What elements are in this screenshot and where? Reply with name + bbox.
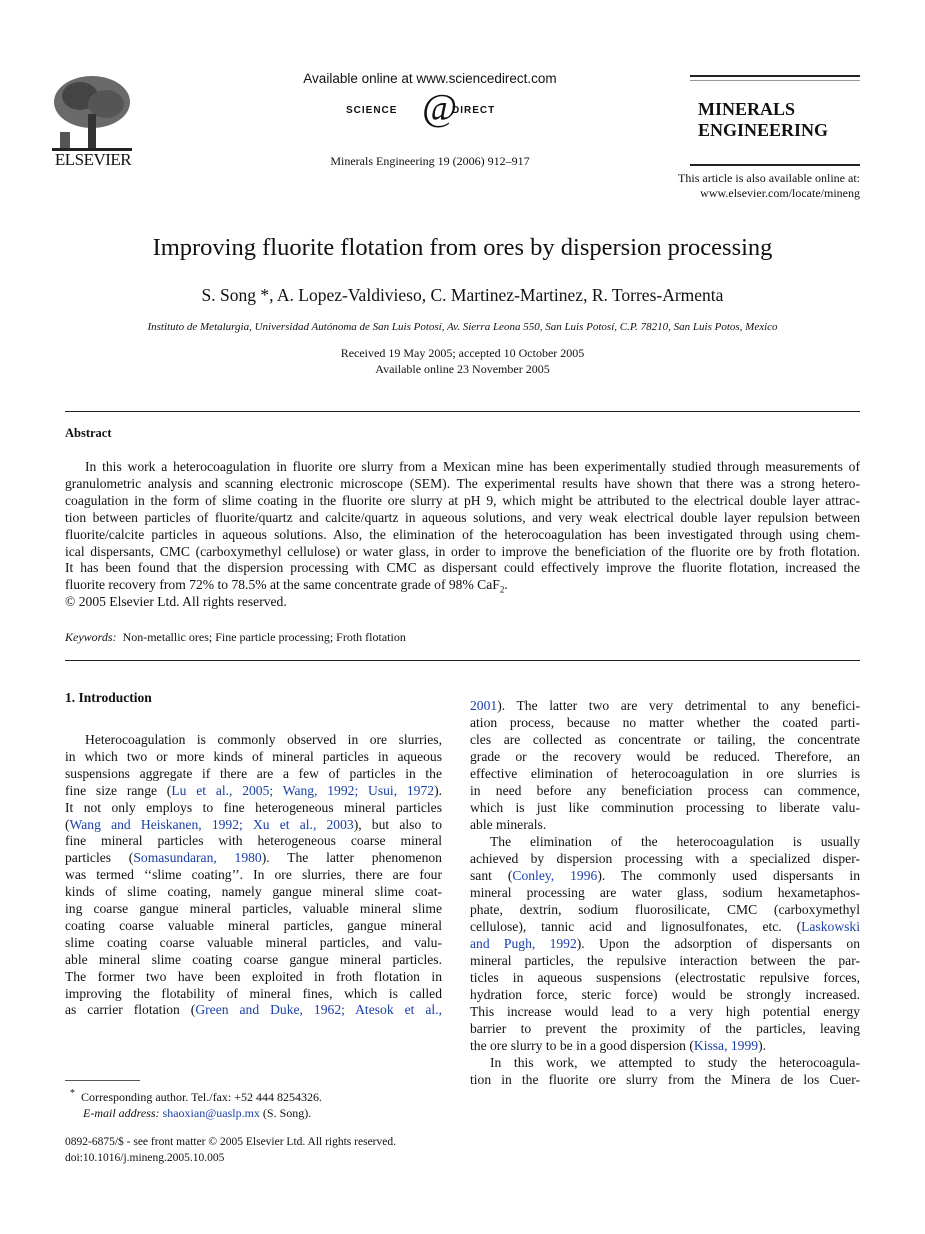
- text-segment: © 2005 Elsevier Ltd. All rights reserved.: [65, 594, 287, 610]
- text-line: [65, 458, 860, 475]
- text-segment: was termed ‘‘slime coating’’. In ore slurries, there are four: [65, 867, 442, 883]
- sd-right: DIRECT: [452, 105, 496, 116]
- text-line: [65, 492, 860, 509]
- text-segment: hydration force, steric force) would be strongly increased.: [470, 987, 860, 1002]
- footnote: [70, 1086, 322, 1121]
- text-line: [65, 576, 860, 596]
- subscript: 2: [499, 585, 505, 596]
- text-line: [470, 748, 860, 765]
- text-line: [65, 985, 442, 1002]
- text-line: [470, 799, 860, 816]
- text-segment: achieved by dispersion processing with a specialized disper-: [470, 851, 860, 866]
- at-sign-icon: @: [422, 87, 458, 129]
- journal-url-link[interactable]: www.elsevier.com/locate/mineng: [700, 186, 860, 200]
- text-line: [470, 1037, 860, 1054]
- front-matter: 0892-6875/$ - see front matter © 2005 Elsevier Ltd. All rights reserved.: [65, 1136, 396, 1148]
- affiliation: Instituto de Metalurgia, Universidad Autónoma de San Luis Potosí, Av. Sierra Leona 550, San Luis Potosí, C.P. 78210, San Luis Potos, Mexico: [147, 321, 778, 333]
- text-segment: ). The commonly used dispersants in: [597, 868, 860, 883]
- received-dates: Received 19 May 2005; accepted 10 October 2005: [340, 346, 585, 360]
- text-line: [470, 816, 860, 833]
- text-line: [470, 850, 860, 867]
- text-segment: effective elimination of heterocoagulation in ore slurries is: [470, 766, 860, 781]
- text-segment: The former two have been exploited in froth flotation in: [65, 968, 442, 984]
- text-segment: ical dispersants, CMC (carboxymethyl cellulose) or water glass, in order to improve the beneficiation of the fluorite ore by froth flotation.: [65, 543, 860, 559]
- text-line: [65, 866, 442, 883]
- text-segment: ), but also to: [353, 816, 442, 832]
- text-segment: ).: [434, 782, 442, 798]
- text-line: [470, 969, 860, 986]
- text-line: [65, 765, 442, 782]
- text-segment: in need before any beneficiation process can commence,: [470, 783, 860, 798]
- text-line: [65, 968, 442, 985]
- text-line: [65, 782, 442, 799]
- text-segment: able minerals.: [470, 817, 547, 832]
- text-line: [470, 884, 860, 901]
- elsevier-tree-logo: [50, 74, 134, 154]
- sciencedirect-logo: [310, 87, 610, 132]
- email-link[interactable]: shaoxian@uaslp.mx: [162, 1106, 260, 1120]
- text-line: [470, 952, 860, 969]
- text-line: [65, 917, 442, 934]
- citation-link[interactable]: Laskowski: [801, 919, 860, 934]
- text-segment: fluorite recovery from 72% to 78.5% at the same concentrate grade of 98% CaF: [65, 577, 500, 593]
- text-segment: suspensions aggregate if there are a few of particles in the: [65, 765, 442, 781]
- footnote-text: Corresponding author. Tel./fax: +52 444 8254326.: [81, 1090, 323, 1104]
- text-line: [65, 593, 860, 610]
- text-line: [65, 526, 860, 543]
- text-segment: The elimination of the heterocoagulation is usually: [490, 834, 860, 849]
- journal-line2: ENGINEERING: [698, 120, 829, 140]
- text-segment: mineral particles, the repulsive interaction between the par-: [470, 953, 860, 968]
- citation-link[interactable]: Conley, 1996: [512, 868, 598, 883]
- text-segment: kinds of slime coating, namely gangue mineral slime coat-: [65, 884, 442, 900]
- text-line: [470, 867, 860, 884]
- section-heading: 1. Introduction: [65, 690, 152, 705]
- text-segment: fluorite/calcite particles in aqueous solutions. Also, the elimination of the heterocoagulation has been investigated through using chem-: [65, 526, 860, 542]
- text-line: [470, 918, 860, 935]
- text-line: [470, 986, 860, 1003]
- text-line: [470, 901, 860, 918]
- text-line: [65, 900, 442, 917]
- text-segment: ). The latter two are very detrimental to any benefici-: [497, 698, 860, 713]
- text-segment: coagulation in the form of slime coating in the fluorite ore slurry at pH 9, which might be attributed to the electrical double layer attrac-: [65, 492, 860, 508]
- citation-link[interactable]: Somasundaran, 1980: [133, 850, 262, 866]
- text-segment: grade or the recovery would be reduced. Therefore, an: [470, 749, 860, 764]
- bottom-info: [65, 1134, 396, 1166]
- text-segment: fine mineral particles with heterogeneous coarse mineral: [65, 833, 442, 849]
- text-segment: cellulose), tannic acid and lignosulfonates, etc. (: [470, 919, 802, 934]
- text-segment: slime coating coarse valuable mineral particles, and valu-: [65, 934, 442, 950]
- text-segment: in which two or more kinds of mineral particles in aqueous: [65, 748, 442, 764]
- text-segment: ). The latter phenomenon: [261, 850, 442, 866]
- citation-link[interactable]: Green and Duke, 1962; Atesok et al.,: [195, 1002, 443, 1018]
- text-line: [65, 816, 442, 833]
- text-line: [65, 559, 860, 576]
- doi: doi:10.1016/j.mineng.2005.10.005: [65, 1152, 225, 1164]
- text-line: [65, 1001, 442, 1018]
- text-segment: as carrier flotation (: [65, 1002, 196, 1018]
- text-segment: ). Upon the adsorption of dispersants on: [576, 936, 860, 951]
- text-line: [65, 543, 860, 560]
- keywords: [65, 630, 406, 645]
- text-segment: cles are collected as concentrate or tailing, the concentrate: [470, 732, 860, 747]
- text-segment: This increase would lead to a very high potential energy: [470, 1004, 860, 1019]
- text-segment: mineral processing are water glass, sodium hexametaphos-: [470, 885, 860, 900]
- available-date: Available online 23 November 2005: [375, 362, 550, 376]
- text-line: [470, 1003, 860, 1020]
- text-line: [470, 833, 860, 850]
- text-segment: fine size range (: [65, 782, 172, 798]
- text-segment: In this work a heterocoagulation in fluorite ore slurry from a Mexican mine has been experimentally studied through measurements of: [85, 459, 860, 474]
- text-line: [470, 1054, 860, 1071]
- citation-link[interactable]: Wang and Heiskanen, 1992; Xu et al., 2003: [69, 816, 354, 832]
- citation-link[interactable]: and Pugh, 1992: [470, 936, 577, 951]
- text-segment: ing coarse gangue mineral particles, valuable mineral slime: [65, 901, 442, 916]
- text-line: [65, 951, 442, 968]
- keywords-label: Keywords:: [65, 630, 117, 644]
- text-line: [470, 697, 860, 714]
- text-line: [65, 509, 860, 526]
- also-available: [560, 171, 860, 201]
- text-segment: It not only employs to fine heterogeneous mineral particles: [65, 799, 442, 815]
- text-line: [65, 832, 442, 849]
- text-line: [65, 934, 442, 951]
- text-segment: In this work, we attempted to study the heterocoagula-: [490, 1055, 860, 1070]
- text-segment: .: [504, 577, 508, 593]
- text-segment: the ore slurry to be in a good dispersion (: [470, 1038, 694, 1053]
- text-segment: ation process, because no matter whether the coated parti-: [470, 715, 860, 730]
- text-line: [470, 731, 860, 748]
- text-line: [470, 765, 860, 782]
- text-segment: tion in the fluorite ore slurry from the Minera de los Cuer-: [470, 1072, 860, 1087]
- text-segment: Heterocoagulation is commonly observed in ore slurries,: [85, 732, 442, 747]
- also-available-text: This article is also available online at:: [678, 171, 860, 185]
- text-segment: which is just like comminution processing to liberate valu-: [470, 800, 860, 815]
- journal-line1: MINERALS: [698, 99, 796, 119]
- sd-left: SCIENCE: [346, 105, 398, 116]
- text-line: [65, 748, 442, 765]
- citation-link[interactable]: 2001: [470, 698, 498, 713]
- text-line: [65, 731, 442, 748]
- text-line: [65, 799, 442, 816]
- paper-title: Improving fluorite flotation from ores by dispersion processing: [152, 234, 773, 261]
- text-segment: ).: [758, 1038, 767, 1053]
- abstract-heading: Abstract: [65, 426, 112, 440]
- text-segment: particles (: [65, 850, 134, 866]
- citation-link[interactable]: Kissa, 1999: [693, 1038, 759, 1053]
- text-line: [470, 782, 860, 799]
- keywords-list: Non-metallic ores; Fine particle processing; Froth flotation: [122, 630, 406, 644]
- text-segment: phate, dextrin, sodium fluorosilicate, CMC (carboxymethyl: [470, 902, 860, 917]
- text-segment: ticles in aqueous suspensions (electrostatic repulsive forces,: [470, 970, 860, 985]
- text-segment: sant (: [470, 868, 513, 883]
- text-segment: It has been found that the dispersion processing with CMC as dispersant could effectively improve the fluorite flotation, increased the: [65, 560, 860, 576]
- text-line: [470, 714, 860, 731]
- text-segment: coating coarse valuable mineral particles, gangue mineral: [65, 917, 442, 933]
- text-segment: able mineral slime coating coarse gangue mineral particles.: [65, 951, 442, 967]
- email-suffix: (S. Song).: [262, 1106, 312, 1120]
- text-line: [470, 935, 860, 952]
- text-line: [65, 849, 442, 866]
- journal-name: [698, 99, 828, 141]
- text-line: [65, 883, 442, 900]
- text-line: [470, 1020, 860, 1037]
- publisher-name: ELSEVIER: [54, 150, 132, 169]
- authors: S. Song *, A. Lopez-Valdivieso, C. Martinez-Martinez, R. Torres-Armenta: [201, 285, 724, 305]
- available-online: Available online at www.sciencedirect.com: [303, 71, 557, 86]
- text-segment: granulometric analysis and scanning electronic microscope (SEM). The experimental results have shown that there was a strong hetero-: [65, 475, 860, 491]
- text-segment: tion between particles of fluorite/quartz and calcite/quartz in aqueous solutions, and very weak electrical double layer repulsion between: [65, 509, 860, 525]
- text-segment: improving the flotability of mineral fines, which is called: [65, 985, 442, 1001]
- email-label: E-mail address:: [83, 1106, 160, 1120]
- citation-link[interactable]: Lu et al., 2005; Wang, 1992; Usui, 1972: [171, 782, 435, 798]
- text-line: [470, 1071, 860, 1088]
- text-segment: (: [65, 816, 70, 832]
- journal-citation: Minerals Engineering 19 (2006) 912–917: [330, 154, 530, 168]
- text-line: [65, 475, 860, 492]
- text-segment: barrier to prevent the proximity of the particles, leaving: [470, 1021, 860, 1036]
- footnote-mark: *: [70, 1088, 75, 1099]
